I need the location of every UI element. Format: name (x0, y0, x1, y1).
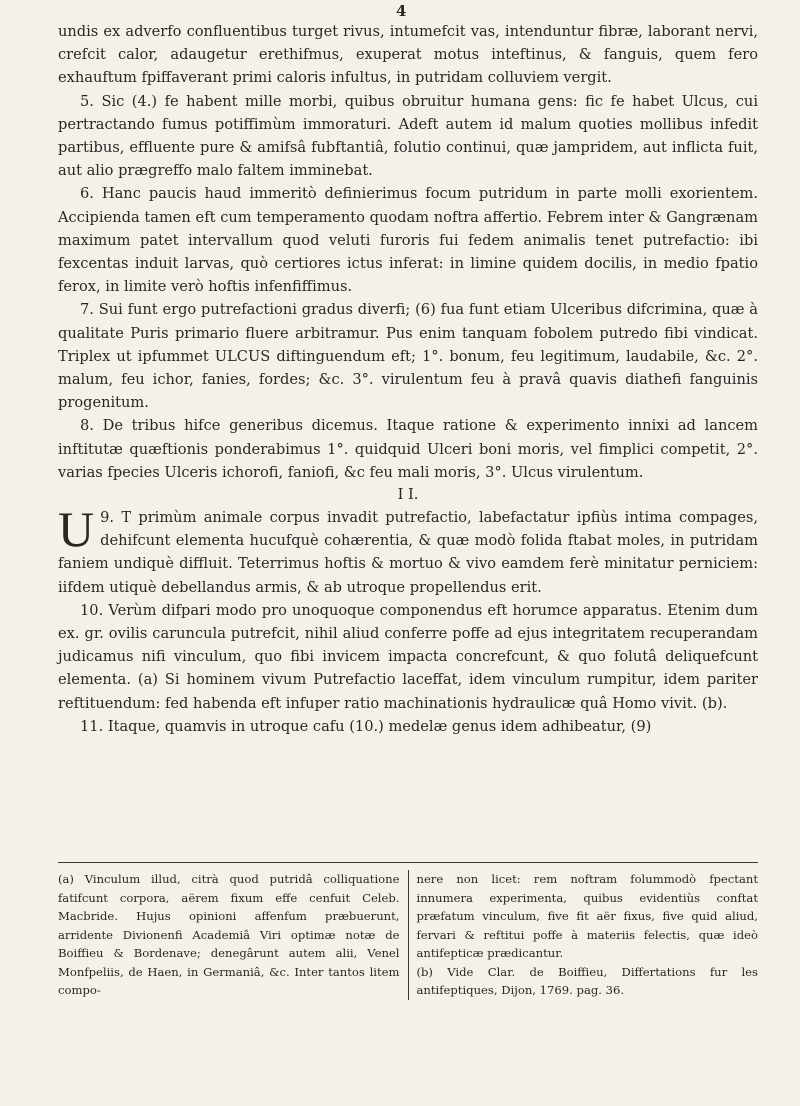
paragraph-continuation: undis ex adverfo confluentibus turget rivus, intumefcit vas, intenduntur fibræ, laborant nervi, crefcit calor, adaugetur erethifmus, exuperat motus inteftinus, & fanguis, quem fero exhauftum fpiffaverant primi caloris infultus, in putridam colluviem vergit. (58, 23, 758, 87)
paragraph-9-text: 9. T primùm animale corpus invadit putrefactio, labefactatur ipfiùs intima compages, dehifcunt elementa hucufquè cohærentia, & quæ modò folida ftabat moles, in putridam faniem undiquè diffluit. Teterrimus hoftis & mortuo & vivo eamdem ferè minitatur perniciem: iifdem utiquè debellandus armis, & ab utroque propellendus erit. (58, 509, 758, 596)
section-heading: I I. (397, 486, 419, 504)
paragraph-11: 11. Itaque, quamvis in utroque cafu (10.) medelæ genus idem adhibeatur, (9) (80, 717, 652, 735)
drop-cap: U (58, 501, 95, 558)
footnote-column-right (416, 870, 758, 1000)
footnote-rule (58, 862, 758, 863)
footnote-a: (a) Vinculum illud, citrà quod putridâ colliquatione fatifcunt corpora, aërem fixum effe cenfuit Celeb. Macbride. Hujus opinioni affenfum præbuerunt, arridente Divionenfi Academiâ Viri optimæ notæ de Boiffieu & Bordenave; denegârunt autem alii, Venel Monfpeliis, de Haen, in Germaniâ, &c. Inter tantos litem compo- (58, 872, 400, 997)
footnote-a-continued: nere non licet: rem noftram folummodò fpectant innumera experimenta, quibus evidentiùs conftat præfatum vinculum, five fit aër fixus, five quid aliud, fervari & reftitui poffe à materiis felectis, quæ ideò antifepticæ prædicantur. (416, 872, 758, 960)
paragraph-5: 5. Sic (4.) fe habent mille morbi, quibus obruitur humana gens: fic fe habet Ulcus, cui pertractando fumus potiffimùm immoraturi. Adeft autem id malum quoties mollibus infedit partibus, effluente pure & amifsâ fubftantiâ, folutio continui, quæ jampridem, aut inflicta fuit, aut alio prægreffo malo faltem imminebat. (58, 92, 758, 180)
footnotes (58, 870, 758, 1000)
page-number: 4 (396, 2, 407, 20)
paragraph-6: 6. Hanc paucis haud immeritò definierimus focum putridum in parte molli exorientem. Accipienda tamen eft cum temperamento quodam noftra affertio. Febrem inter & Gangrænam maximum patet intervallum quod veluti furoris fui fedem animalis tenet putrefactio: ibi fexcentas induit larvas, quò certiores ictus inferat: in limine quidem docilis, in medio fpatio ferox, in limite verò hoftis infenfiffimus. (58, 185, 758, 296)
main-text (58, 20, 758, 738)
paragraph-8: 8. De tribus hifce generibus dicemus. Itaque ratione & experimento innixi ad lancem inftitutæ quæftionis ponderabimus 1°. quidquid Ulceri boni moris, vel fimplici competit, 2°. varias fpecies Ulceris ichorofi, faniofi, &c feu mali moris, 3°. Ulcus virulentum. (58, 417, 758, 481)
footnote-divider (408, 870, 409, 1000)
footnote-b: (b) Vide Clar. de Boiffieu, Differtations fur les antifeptiques, Dijon, 1769. pag. 36. (416, 964, 758, 997)
footnote-column-left (58, 870, 400, 1000)
paragraph-10: 10. Verùm difpari modo pro unoquoque componendus eft horumce apparatus. Etenim dum ex. gr. ovilis caruncula putrefcit, nihil aliud conferre poffe ad ejus integritatem recuperandam judicamus nifi vinculum, quo fibi invicem impacta concrefcunt, & quo folutâ deliquefcunt elementa. (a) Si hominem vivum Putrefactio laceffat, idem vinculum rumpitur, idem pariter reftituendum: fed habenda eft infuper ratio machinationis hydraulicæ quâ Homo vivit. (b). (58, 601, 758, 712)
paragraph-7: 7. Sui funt ergo putrefactioni gradus diverfi; (6) fua funt etiam Ulceribus difcrimina, quæ à qualitate Puris primario fluere arbitramur. Pus enim tanquam fobolem putredo fibi vindicat. Triplex ut ipfummet ULCUS diftinguendum eft; 1°. bonum, feu legitimum, laudabile, &c. 2°. malum, feu ichor, fanies, fordes; &c. 3°. virulentum feu à pravâ quavis diathefi fanguinis progenitum. (58, 301, 758, 412)
paragraph-9 (58, 501, 758, 599)
